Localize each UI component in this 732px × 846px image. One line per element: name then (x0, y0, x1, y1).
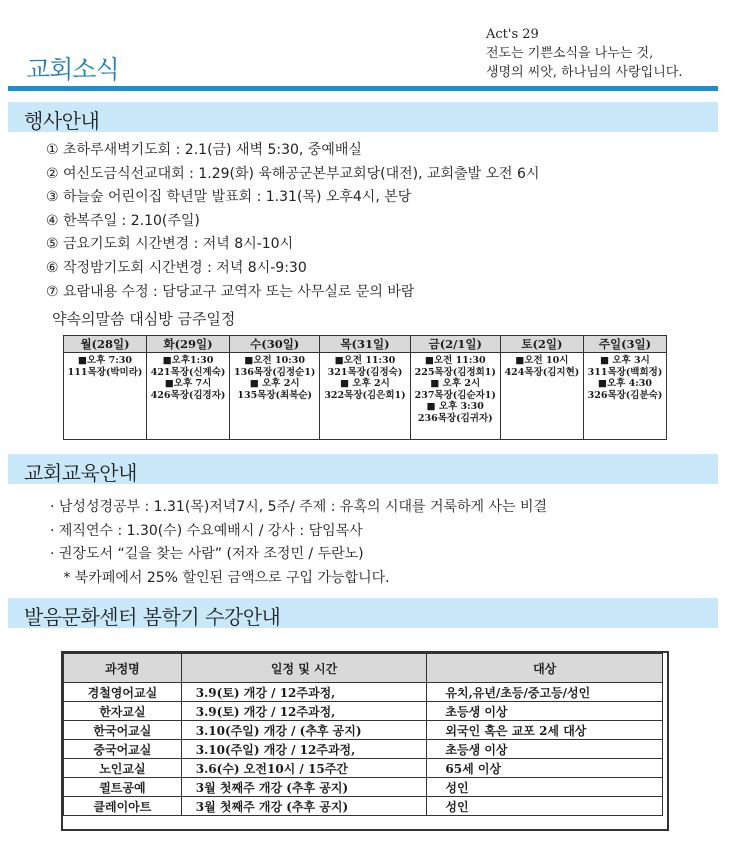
course-target: 초등생 이상 (427, 702, 663, 721)
day-header: 주일(3일) (583, 336, 666, 353)
table-row (64, 759, 663, 778)
cell-line: ■ 오후 2시 (430, 378, 481, 389)
schedule-cell (500, 353, 583, 440)
table-row (64, 797, 663, 816)
cell-line: ■오후 4:30 (597, 378, 652, 389)
table-header-row (64, 336, 667, 353)
course-target: 성인 (427, 797, 663, 816)
cell-line: ■오후 7:30 (78, 355, 132, 366)
verse-line: 생명의 씨앗, 하나님의 사랑입니다. (486, 65, 683, 80)
table-header-row (64, 654, 663, 683)
section-header-education (8, 454, 718, 484)
course-schedule: 3.10(주일) 개강 / 12주과정, (181, 740, 427, 759)
list-item: · 제직연수 : 1.30(수) 수요예배시 / 강사 : 담임목사 (50, 522, 363, 539)
schedule-cell (147, 353, 230, 440)
course-schedule: 3.9(토) 개강 / 12주과정, (181, 702, 427, 721)
schedule-cell (320, 353, 410, 440)
table-row (64, 740, 663, 759)
course-schedule: 3.10(주일) 개강 / (추후 공지) (181, 721, 427, 740)
cell-line: ■오후1:30 (162, 355, 214, 366)
course-name: 한국어교실 (64, 721, 182, 740)
schedule-cell (583, 353, 666, 440)
cell-line: 421목장(신계숙) (150, 366, 226, 378)
cell-line: 111목장(박미라) (67, 366, 143, 378)
section-title: 교회교육안내 (24, 461, 137, 485)
table-row (64, 702, 663, 721)
list-item: ⑤ 금요기도회 시간변경 : 저녁 8시-10시 (46, 236, 294, 253)
list-item: * 북카페에서 25% 할인된 금액으로 구입 가능합니다. (50, 569, 390, 586)
column-header: 대상 (427, 654, 663, 683)
course-schedule: 3.6(수) 오전10시 / 15주간 (181, 759, 427, 778)
schedule-cell (410, 353, 500, 440)
bible-verse (486, 25, 682, 82)
list-item: ⑥ 작정밤기도회 시간변경 : 저녁 8시-9:30 (46, 259, 307, 276)
list-item: ② 여신도금식선교대회 : 1.29(화) 육해공군본부교회당(대전), 교회출발 오전 6시 (46, 165, 540, 182)
cell-line: 326목장(김분숙) (587, 389, 663, 401)
course-target: 65세 이상 (427, 759, 663, 778)
cell-line: ■ 오후 3:30 (426, 401, 484, 412)
cell-line: ■오후 7시 (164, 378, 212, 389)
course-target: 외국인 혹은 교포 2세 대상 (427, 721, 663, 740)
cell-line: ■오전 11:30 (334, 355, 396, 366)
course-target: 성인 (427, 778, 663, 797)
cell-line: ■오전 10:30 (244, 355, 305, 366)
course-schedule: 3.9(토) 개강 / 12주과정, (181, 683, 427, 702)
verse-line: 전도는 기쁜소식을 나누는 것, (486, 46, 654, 61)
schedule-title: 약속의말씀 대심방 금주일정 (52, 310, 236, 328)
course-name: 노인교실 (64, 759, 182, 778)
section-title: 발음문화센터 봄학기 수강안내 (24, 605, 281, 629)
section-title: 행사안내 (24, 109, 100, 133)
cell-line: ■ 오후 3시 (600, 355, 650, 366)
course-target: 초등생 이상 (427, 740, 663, 759)
list-item: ③ 하늘숲 어린이집 학년말 발표회 : 1.31(목) 오후4시, 본당 (46, 189, 412, 206)
cell-line: 225목장(김정희1) (414, 366, 496, 378)
list-item: · 남성성경공부 : 1.31(목)저녁7시, 5주/ 주제 : 유혹의 시대를 거룩하게 사는 비결 (50, 499, 548, 515)
day-header: 목(31일) (320, 336, 410, 353)
cell-line: 424목장(김지현) (504, 366, 580, 378)
course-name: 퀼트공예 (64, 778, 182, 797)
column-header: 과정명 (64, 654, 182, 683)
course-table (63, 653, 663, 816)
cell-line: 426목장(김경자) (150, 389, 226, 401)
cell-line: ■오전 11:30 (424, 355, 486, 366)
cell-line: 236목장(김귀자) (417, 412, 493, 424)
education-list (50, 496, 547, 590)
day-header: 토(2일) (500, 336, 583, 353)
list-item: ① 초하루새벽기도회 : 2.1(금) 새벽 5:30, 중예배실 (46, 142, 362, 158)
visitation-schedule-table (63, 335, 667, 440)
column-header: 일정 및 시간 (181, 654, 427, 683)
verse-line: Act's 29 (486, 27, 539, 42)
course-name: 클레이아트 (64, 797, 182, 816)
events-list (46, 139, 539, 304)
header-divider (8, 86, 718, 91)
table-row (64, 353, 667, 440)
course-schedule: 3월 첫째주 개강 (추후 공지) (181, 778, 427, 797)
cell-line: 237목장(김순자1) (414, 389, 496, 401)
table-row (64, 778, 663, 797)
schedule-cell (230, 353, 320, 440)
course-name: 경철영어교실 (64, 683, 182, 702)
cell-line: 136목장(김정순1) (234, 366, 316, 378)
cell-line: ■ 오후 2시 (249, 378, 300, 389)
cell-line: 135목장(최복순) (237, 389, 313, 401)
cell-line: 311목장(백희정) (587, 366, 663, 378)
page-title: 교회소식 (26, 55, 119, 84)
day-header: 금(2/1일) (410, 336, 500, 353)
course-target: 유치,유년/초등/중고등/성인 (427, 683, 663, 702)
list-item: ④ 한복주일 : 2.10(주일) (46, 212, 200, 229)
schedule-cell (64, 353, 147, 440)
table-row (64, 683, 663, 702)
list-item: ⑦ 요람내용 수정 : 담당교구 교역자 또는 사무실로 문의 바람 (46, 283, 415, 300)
day-header: 월(28일) (64, 336, 147, 353)
cell-line: 321목장(김정숙) (327, 366, 403, 378)
section-header-culture-center (8, 598, 718, 628)
course-name: 한자교실 (64, 702, 182, 721)
cell-line: ■오전 10시 (515, 355, 569, 366)
section-header-events (8, 102, 718, 132)
cell-line: ■ 오후 2시 (340, 378, 390, 389)
cell-line: 322목장(김은희1) (324, 389, 406, 401)
course-schedule: 3월 첫째주 개강 (추후 공지) (181, 797, 427, 816)
course-name: 중국어교실 (64, 740, 182, 759)
table-row (64, 721, 663, 740)
day-header: 수(30일) (230, 336, 320, 353)
day-header: 화(29일) (147, 336, 230, 353)
list-item: · 권장도서 “길을 찾는 사람” (저자 조정민 / 두란노) (50, 546, 364, 562)
